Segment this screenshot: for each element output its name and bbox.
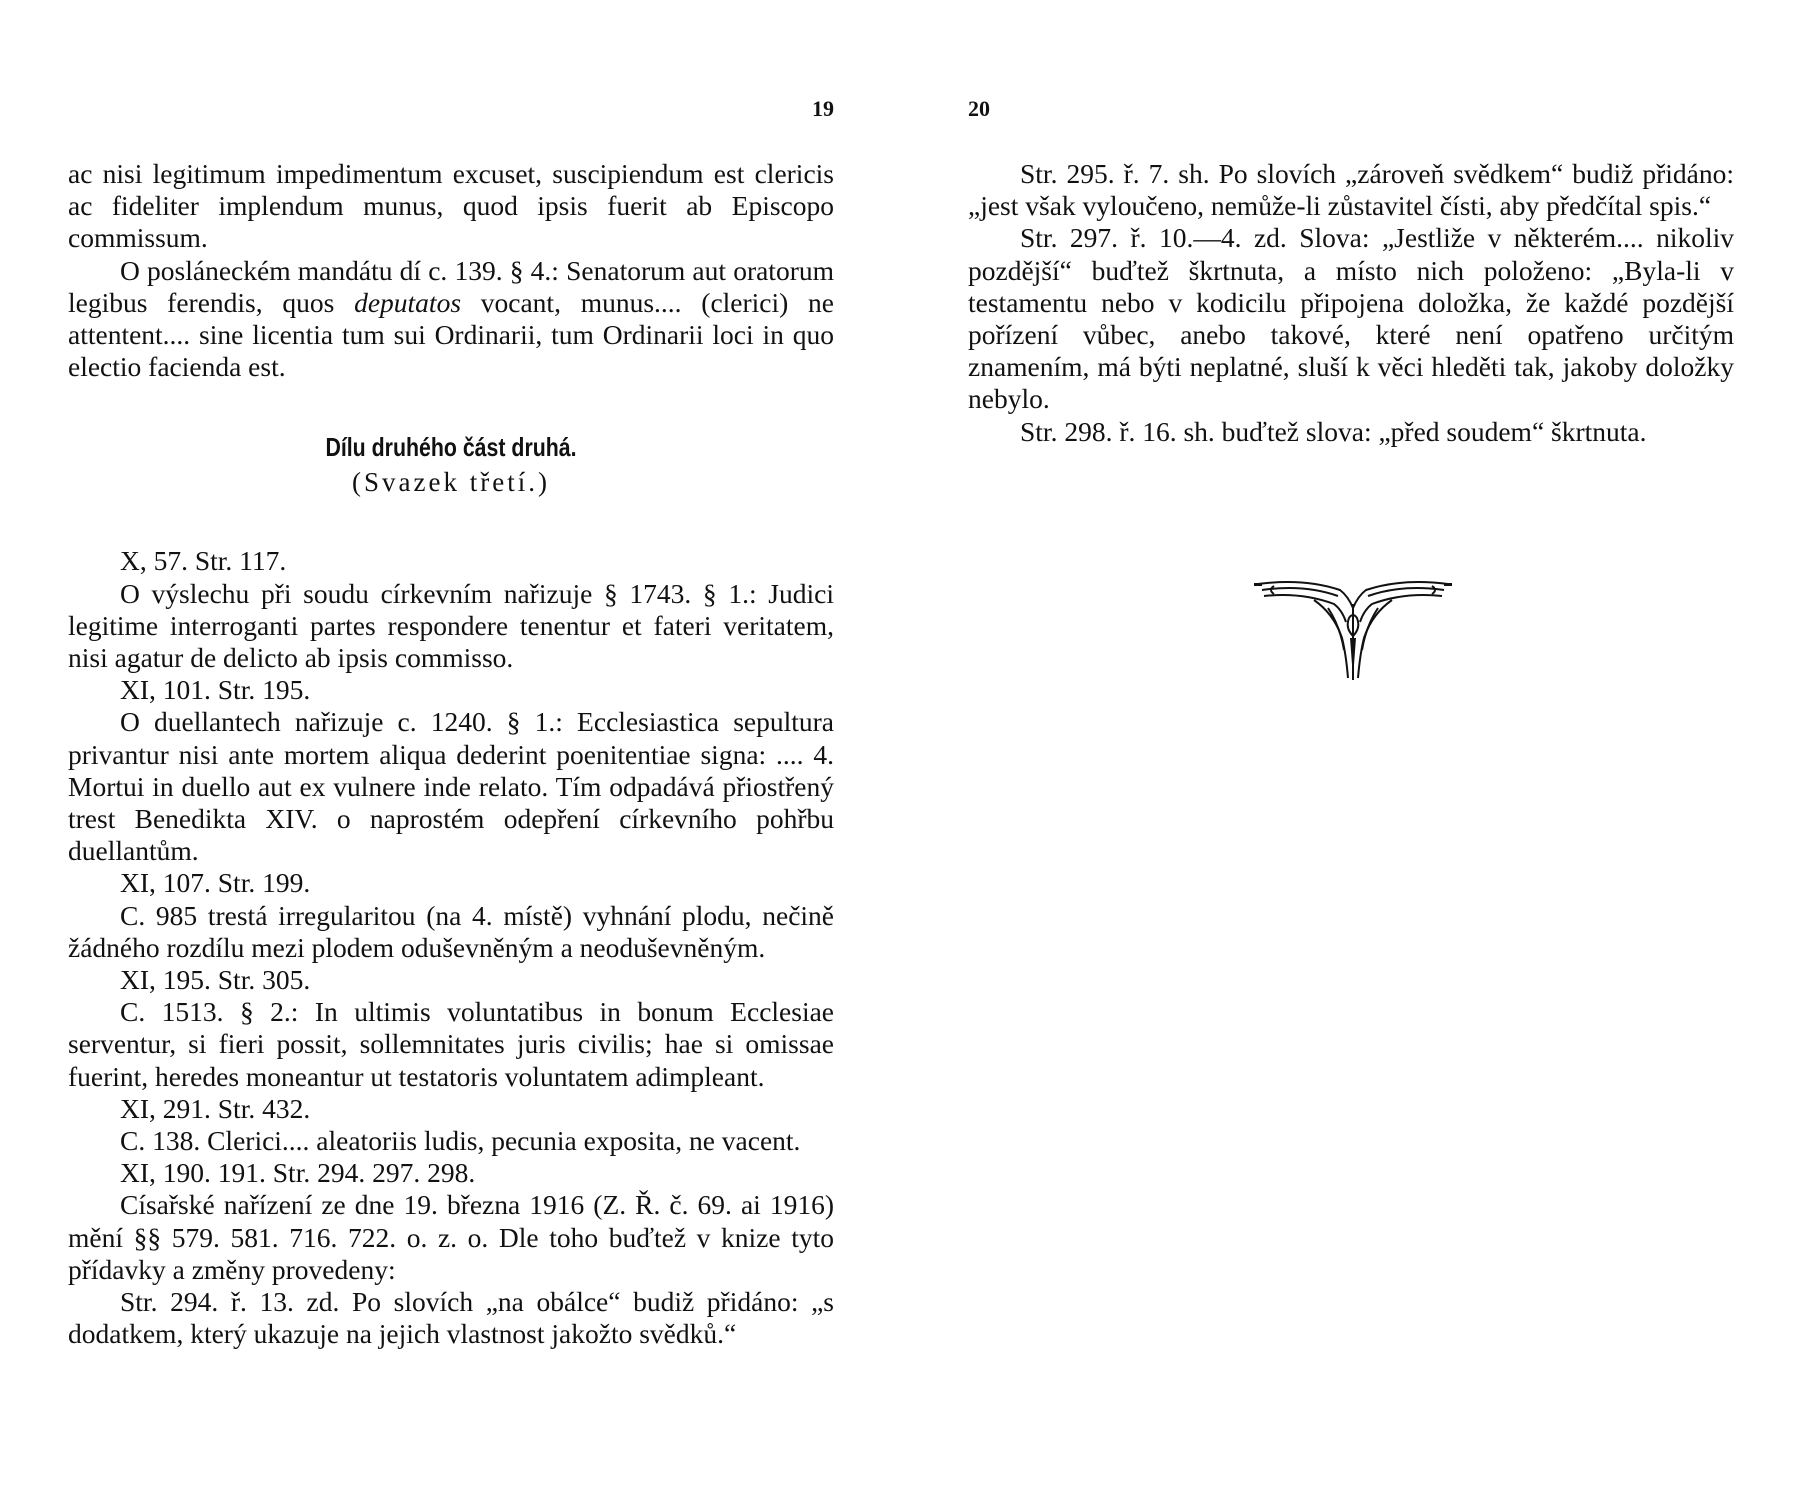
- right-page: [968, 0, 1734, 1500]
- paragraph: Str. 294. ř. 13. zd. Po slovích „na obálce“ budiž přidáno: „s dodatkem, který ukazuje na jejich vlastnost jakožto svědků.“: [68, 1286, 834, 1350]
- reference: XI, 190. 191. Str. 294. 297. 298.: [120, 1157, 476, 1189]
- paragraph: [68, 255, 834, 384]
- page-number: 19: [812, 96, 834, 121]
- reference: XI, 291. Str. 432.: [120, 1092, 311, 1124]
- paragraph: Str. 298. ř. 16. sh. buďtež slova: „před soudem“ škrtnuta.: [1020, 415, 1647, 447]
- paragraph: C. 138. Clerici.... aleatoriis ludis, pecunia exposita, ne vacent.: [120, 1125, 801, 1157]
- reference: XI, 195. Str. 305.: [120, 964, 311, 996]
- text-run: O posláneckém mandátu dí c. 139. § 4.: Senatorum aut oratorum legibus ferendis, quos: [68, 254, 834, 318]
- left-page: [68, 0, 834, 1500]
- ornament-icon: [1254, 574, 1452, 684]
- section-heading: Dílu druhého část druhá.: [325, 432, 577, 463]
- paragraph: O duellantech nařizuje c. 1240. § 1.: Ecclesiastica sepultura privantur nisi ante mortem aliqua dederint poenitentiae signa: .... 4. Mortui in duello aut ex vulnere inde relato. Tím odpadává přiostřený trest Benedikta XIV. o naprostém odepření církevního pohřbu duellantům.: [68, 706, 834, 867]
- reference: XI, 107. Str. 199.: [120, 867, 311, 899]
- reference: X, 57. Str. 117.: [120, 545, 287, 577]
- page-number: 20: [968, 96, 990, 121]
- page-body: [968, 158, 1734, 448]
- page-body: [68, 158, 834, 1351]
- paragraph: O výslechu při soudu církevním nařizuje § 1743. § 1.: Judici legitime interroganti partes respondere tenentur et fateri veritatem, nisi agatur de delicto ab ipsis commisso.: [68, 577, 834, 674]
- reference: XI, 101. Str. 195.: [120, 674, 311, 706]
- paragraph: Str. 295. ř. 7. sh. Po slovích „zároveň svědkem“ budiž přidáno: „jest však vyloučeno, nemůže-li zůstavitel čísti, aby předčítal spis.“: [968, 158, 1734, 222]
- text-run: vocant, munus.... (clerici) ne attentent.... sine licentia tum sui Ordinarii, tum Ordinarii loci in quo electio facienda est.: [68, 286, 834, 383]
- paragraph: Str. 297. ř. 10.—4. zd. Slova: „Jestliže v některém.... nikoliv pozdější“ buďtež škrtnuta, a místo nich položeno: „Byla-li v testamentu nebo v kodicilu připojena doložka, že každé pozdější pořízení vůbec, anebo takové, které není opatřeno určitým znamením, má býti neplatné, sluší k věci hleděti tak, jakoby doložky nebylo.: [968, 222, 1734, 415]
- italic-term: deputatos: [354, 286, 462, 318]
- paragraph: C. 985 trestá irregularitou (na 4. místě) vyhnání plodu, nečině žádného rozdílu mezi plodem oduševněným a neoduševněným.: [68, 899, 834, 963]
- paragraph: ac nisi legitimum impedimentum excuset, suscipiendum est clericis ac fideliter implendum munus, quod ipsis fuerit ab Episcopo commissum.: [68, 158, 834, 254]
- section-subheading: (Svazek třetí.): [352, 467, 550, 498]
- paragraph: C. 1513. § 2.: In ultimis voluntatibus in bonum Ecclesiae serventur, si fieri possit, sollemnitates juris civilis; hae si omissae fuerint, heredes moneantur ut testatoris voluntatem adimpleant.: [68, 996, 834, 1092]
- paragraph: Císařské nařízení ze dne 19. března 1916 (Z. Ř. č. 69. ai 1916) mění §§ 579. 581. 716. 722. o. z. o. Dle toho buďtež v knize tyto přídavky a změny provedeny:: [68, 1189, 834, 1285]
